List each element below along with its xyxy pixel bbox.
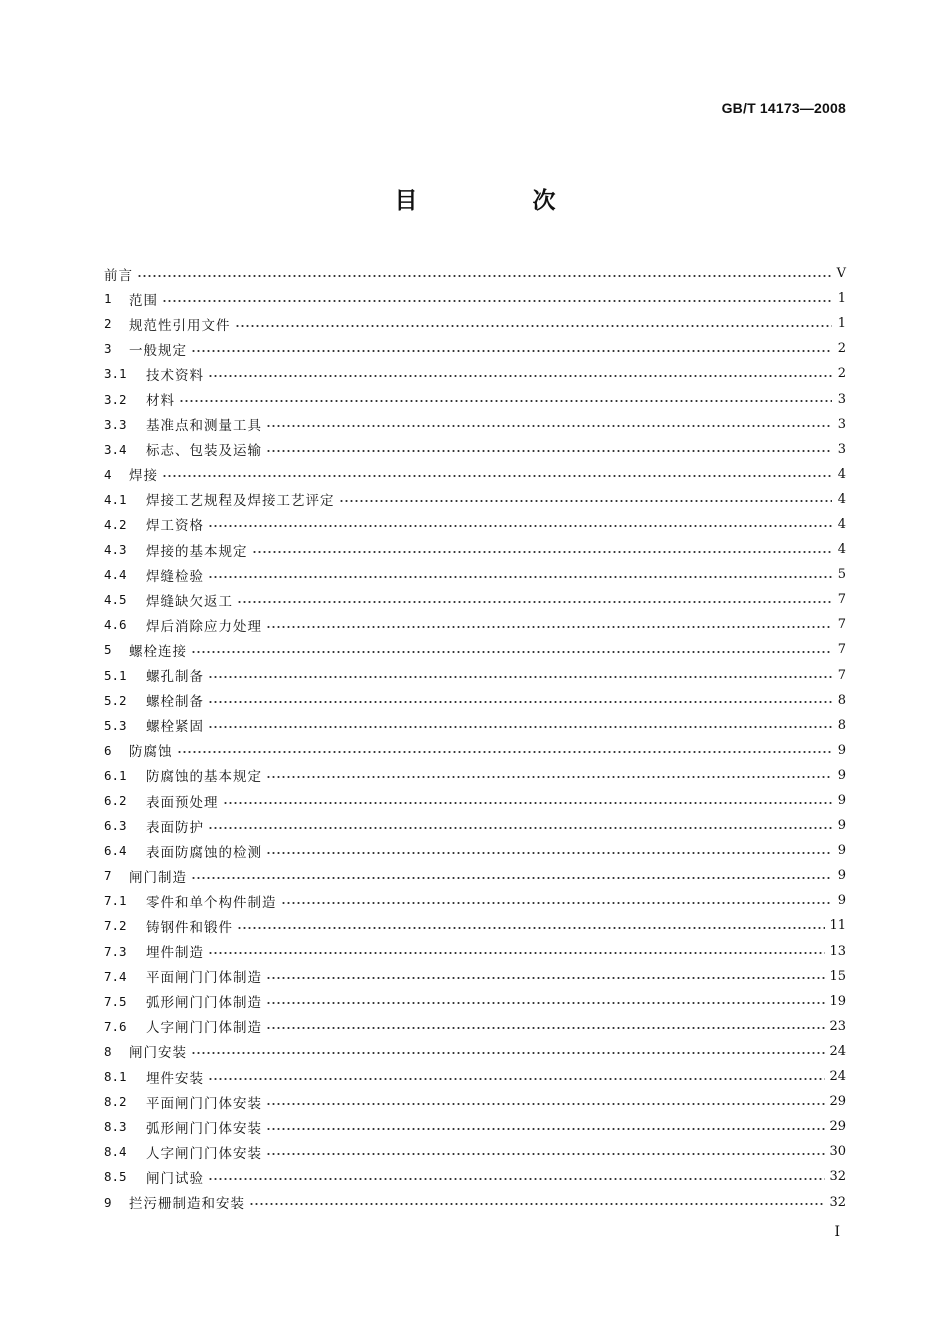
toc-entry-title: 闸门制造 [129, 869, 187, 886]
toc-dot-leader [266, 774, 832, 780]
toc-entry-page: 15 [829, 968, 846, 984]
toc-entry[interactable] [104, 838, 846, 863]
toc-entry-title: 人字闸门门体制造 [146, 1020, 262, 1037]
toc-dot-leader [266, 1101, 825, 1107]
toc-entry-title: 防腐蚀 [129, 744, 173, 761]
toc-entry[interactable] [104, 537, 846, 562]
toc-entry[interactable] [104, 713, 846, 738]
toc-dot-leader [208, 950, 825, 956]
toc-entry-page: 7 [837, 667, 846, 683]
toc-entry-title: 弧形闸门门体制造 [146, 995, 262, 1012]
toc-entry-page: 3 [837, 391, 846, 407]
toc-dot-leader [137, 273, 832, 279]
toc-dot-leader [208, 373, 832, 379]
toc-entry[interactable] [104, 437, 846, 462]
toc-entry-number: 5.2 [104, 692, 127, 708]
toc-entry-page: 4 [837, 466, 846, 482]
toc-entry[interactable] [104, 888, 846, 913]
toc-entry-page: 29 [829, 1119, 846, 1135]
toc-dot-leader [208, 825, 832, 831]
toc-dot-leader [237, 599, 832, 605]
toc-dot-leader [266, 1000, 825, 1006]
toc-entry-number: 5.1 [104, 667, 127, 683]
toc-entry-page: 23 [829, 1018, 846, 1034]
toc-dot-leader [266, 1025, 825, 1031]
toc-entry-number: 9 [104, 1194, 112, 1210]
toc-dot-leader [208, 699, 832, 705]
toc-dot-leader [191, 649, 832, 655]
toc-entry-number: 8 [104, 1043, 112, 1059]
toc-entry-title: 螺栓紧固 [146, 719, 204, 736]
toc-entry-number: 3.3 [104, 416, 127, 432]
toc-entry-number: 6 [104, 742, 112, 758]
toc-dot-leader [281, 900, 833, 906]
toc-entry-page: 9 [837, 868, 846, 884]
toc-entry-title: 焊接 [129, 468, 158, 485]
toc-entry-number: 7.5 [104, 993, 127, 1009]
toc-entry-title: 拦污栅制造和安装 [129, 1196, 245, 1213]
toc-entry[interactable] [104, 964, 846, 989]
toc-entry-number: 8.5 [104, 1169, 127, 1185]
toc-entry[interactable] [104, 863, 846, 888]
toc-entry[interactable] [104, 462, 846, 487]
toc-entry[interactable] [104, 939, 846, 964]
toc-entry-number: 6.1 [104, 767, 127, 783]
toc-entry-page: 7 [837, 642, 846, 658]
toc-entry-page: 1 [837, 316, 846, 332]
toc-entry-number: 7.2 [104, 918, 127, 934]
toc-entry-number: 6.3 [104, 818, 127, 834]
toc-entry-number: 1 [104, 291, 112, 307]
toc-entry-number: 7.1 [104, 893, 127, 909]
toc-entry-number: 7.4 [104, 968, 127, 984]
page-number: I [834, 1224, 840, 1240]
toc-entry-title: 螺栓连接 [129, 643, 187, 660]
toc-entry-page: 19 [829, 993, 846, 1009]
toc-dot-leader [191, 875, 832, 881]
toc-entry-number: 8.1 [104, 1069, 127, 1085]
page-title: 目 次 [394, 188, 602, 214]
toc-dot-leader [223, 800, 833, 806]
toc-entry-title: 闸门安装 [129, 1045, 187, 1062]
toc-entry-number: 8.4 [104, 1144, 127, 1160]
toc-entry-page: 9 [837, 843, 846, 859]
toc-entry[interactable] [104, 1189, 846, 1214]
toc-entry-number: 4.3 [104, 542, 127, 558]
toc-dot-leader [339, 498, 833, 504]
toc-entry-page: 9 [837, 893, 846, 909]
toc-dot-leader [208, 724, 832, 730]
toc-entry-number: 7 [104, 868, 112, 884]
toc-dot-leader [266, 624, 832, 630]
toc-entry[interactable] [104, 386, 846, 411]
toc-entry[interactable] [104, 688, 846, 713]
toc-entry-page: 9 [837, 793, 846, 809]
toc-entry-title: 焊缝检验 [146, 568, 204, 585]
toc-entry-title: 技术资料 [146, 367, 204, 384]
toc-entry-page: V [836, 266, 846, 282]
toc-entry-number: 5 [104, 642, 112, 658]
toc-entry-title: 平面闸门门体安装 [146, 1095, 262, 1112]
toc-entry[interactable] [104, 1089, 846, 1114]
toc-entry-title: 表面预处理 [146, 794, 219, 811]
toc-entry-page: 2 [837, 341, 846, 357]
toc-entry-number: 2 [104, 316, 112, 332]
toc-entry[interactable] [104, 1114, 846, 1139]
toc-entry-title: 基准点和测量工具 [146, 418, 262, 435]
toc-entry-title: 规范性引用文件 [129, 317, 231, 334]
toc-entry-number: 4 [104, 466, 112, 482]
toc-entry-title: 防腐蚀的基本规定 [146, 769, 262, 786]
toc-dot-leader [266, 423, 832, 429]
toc-entry-title: 零件和单个构件制造 [146, 894, 277, 911]
toc-dot-leader [177, 749, 833, 755]
toc-entry-number: 8.3 [104, 1119, 127, 1135]
toc-dot-leader [208, 1176, 825, 1182]
standard-code: GB/T 14173—2008 [721, 100, 846, 116]
toc-dot-leader [266, 975, 825, 981]
toc-entry-page: 24 [829, 1043, 846, 1059]
toc-entry[interactable] [104, 361, 846, 386]
toc-entry-page: 24 [829, 1069, 846, 1085]
toc-dot-leader [252, 549, 833, 555]
toc-entry-title: 材料 [146, 393, 175, 410]
toc-entry[interactable] [104, 663, 846, 688]
toc-entry-title: 焊工资格 [146, 518, 204, 535]
toc-entry-page: 30 [829, 1144, 846, 1160]
toc-entry-title: 埋件安装 [146, 1070, 204, 1087]
toc-entry-title: 铸钢件和锻件 [146, 919, 233, 936]
toc-entry[interactable] [104, 587, 846, 612]
toc-dot-leader [266, 448, 832, 454]
toc-entry-title: 弧形闸门门体安装 [146, 1120, 262, 1137]
toc-entry-title: 标志、包装及运输 [146, 443, 262, 460]
toc-entry-number: 5.3 [104, 717, 127, 733]
toc-entry-page: 1 [837, 291, 846, 307]
toc-entry[interactable] [104, 1064, 846, 1089]
toc-entry[interactable] [104, 788, 846, 813]
toc-entry[interactable] [104, 512, 846, 537]
toc-entry-title: 螺孔制备 [146, 669, 204, 686]
toc-entry-number: 3.1 [104, 366, 127, 382]
toc-entry[interactable] [104, 412, 846, 437]
toc-entry[interactable] [104, 336, 846, 361]
toc-entry-title: 人字闸门门体安装 [146, 1145, 262, 1162]
toc-dot-leader [208, 674, 832, 680]
toc-dot-leader [179, 398, 832, 404]
toc-entry-number: 4.5 [104, 592, 127, 608]
toc-dot-leader [191, 348, 832, 354]
toc-dot-leader [162, 473, 832, 479]
toc-entry[interactable] [104, 637, 846, 662]
toc-entry-page: 3 [837, 416, 846, 432]
toc-entry-page: 7 [837, 617, 846, 633]
toc-entry[interactable] [104, 763, 846, 788]
toc-entry-page: 8 [837, 692, 846, 708]
toc-entry[interactable] [104, 738, 846, 763]
toc-entry[interactable] [104, 311, 846, 336]
toc-entry-title: 焊后消除应力处理 [146, 618, 262, 635]
toc-entry-title: 焊接的基本规定 [146, 543, 248, 560]
toc-dot-leader [249, 1201, 825, 1207]
toc-dot-leader [208, 1076, 825, 1082]
toc-entry-page: 9 [837, 742, 846, 758]
table-of-contents [104, 261, 846, 1215]
toc-entry-number: 3.2 [104, 391, 127, 407]
toc-entry-title: 埋件制造 [146, 945, 204, 962]
toc-entry-number: 4.6 [104, 617, 127, 633]
toc-entry-number: 8.2 [104, 1094, 127, 1110]
toc-entry-page: 9 [837, 767, 846, 783]
toc-entry-title: 螺栓制备 [146, 694, 204, 711]
toc-entry-page: 11 [829, 918, 846, 934]
toc-entry[interactable] [104, 1164, 846, 1189]
toc-entry-title: 表面防腐蚀的检测 [146, 844, 262, 861]
toc-entry[interactable] [104, 286, 846, 311]
toc-entry-title: 一般规定 [129, 342, 187, 359]
toc-entry-number: 7.3 [104, 943, 127, 959]
toc-entry-title: 表面防护 [146, 819, 204, 836]
toc-entry-title: 焊接工艺规程及焊接工艺评定 [146, 493, 335, 510]
toc-entry-page: 32 [829, 1194, 846, 1210]
toc-entry-title: 平面闸门门体制造 [146, 970, 262, 987]
toc-entry[interactable] [104, 989, 846, 1014]
toc-dot-leader [266, 1151, 825, 1157]
toc-entry-number: 3.4 [104, 441, 127, 457]
toc-entry-page: 8 [837, 717, 846, 733]
toc-entry[interactable] [104, 612, 846, 637]
toc-dot-leader [208, 574, 832, 580]
toc-entry-page: 9 [837, 818, 846, 834]
toc-entry-title: 范围 [129, 292, 158, 309]
toc-entry-page: 13 [829, 943, 846, 959]
toc-dot-leader [237, 925, 825, 931]
toc-entry-number: 6.2 [104, 793, 127, 809]
toc-entry-number: 4.1 [104, 491, 127, 507]
toc-dot-leader [266, 850, 832, 856]
toc-entry-number: 6.4 [104, 843, 127, 859]
toc-entry-number: 4.2 [104, 516, 127, 532]
toc-entry-page: 32 [829, 1169, 846, 1185]
toc-entry-page: 4 [837, 542, 846, 558]
toc-entry-page: 7 [837, 592, 846, 608]
toc-dot-leader [162, 298, 832, 304]
toc-dot-leader [235, 323, 833, 329]
toc-entry-number: 4.4 [104, 567, 127, 583]
toc-entry[interactable] [104, 1039, 846, 1064]
toc-entry[interactable] [104, 261, 846, 286]
toc-dot-leader [208, 523, 832, 529]
toc-entry-page: 5 [837, 567, 846, 583]
toc-entry-number: 3 [104, 341, 112, 357]
toc-entry[interactable] [104, 1139, 846, 1164]
toc-entry[interactable] [104, 813, 846, 838]
toc-entry-title: 闸门试验 [146, 1170, 204, 1187]
toc-dot-leader [191, 1050, 825, 1056]
toc-entry-page: 29 [829, 1094, 846, 1110]
toc-entry[interactable] [104, 913, 846, 938]
toc-entry[interactable] [104, 1014, 846, 1039]
toc-entry[interactable] [104, 562, 846, 587]
toc-entry-number: 7.6 [104, 1018, 127, 1034]
toc-entry-page: 4 [837, 516, 846, 532]
toc-entry-title: 前言 [104, 267, 133, 284]
toc-dot-leader [266, 1126, 825, 1132]
toc-entry[interactable] [104, 487, 846, 512]
toc-entry-page: 2 [837, 366, 846, 382]
toc-entry-title: 焊缝缺欠返工 [146, 593, 233, 610]
toc-entry-page: 4 [837, 491, 846, 507]
toc-entry-page: 3 [837, 441, 846, 457]
